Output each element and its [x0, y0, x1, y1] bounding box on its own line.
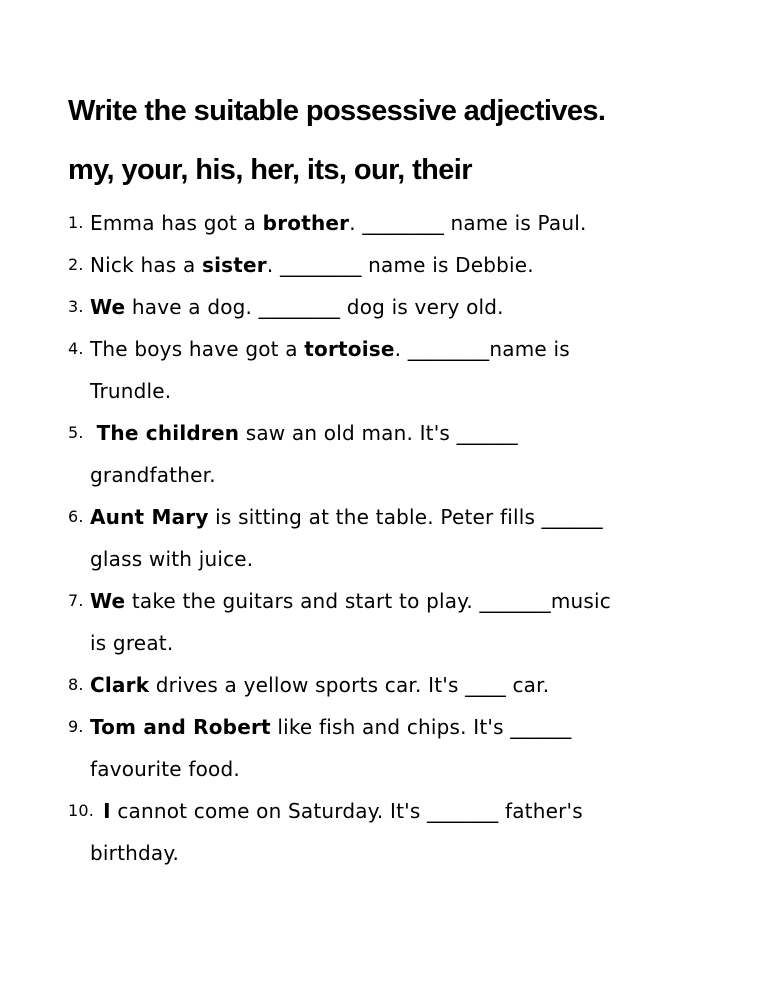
text-bold: I [103, 799, 111, 823]
item-number: 5. [68, 423, 84, 442]
text-pre: The boys have got a [90, 337, 305, 361]
text-bold: We [90, 295, 126, 319]
exercise-item-8 [68, 664, 718, 706]
item-number: 9. [68, 717, 84, 736]
item-continuation: favourite food. [90, 757, 240, 781]
worksheet-title: Write the suitable possessive adjectives. [68, 95, 606, 127]
item-text [68, 664, 718, 706]
item-number: 10. [68, 801, 95, 820]
item-continuation: is great. [90, 631, 174, 655]
item-text [68, 790, 718, 832]
item-continuation: glass with juice. [90, 547, 254, 571]
item-text [68, 244, 718, 286]
text-bold: Tom and Robert [90, 715, 271, 739]
item-number: 3. [68, 297, 84, 316]
item-number: 8. [68, 675, 84, 694]
item-number: 7. [68, 591, 84, 610]
text-post: drives a yellow sports car. It's ____ car. [149, 673, 550, 697]
item-number: 4. [68, 339, 84, 358]
text-post: take the guitars and start to play. _______music [125, 589, 612, 613]
text-bold: brother [262, 211, 350, 235]
exercise-item-4 [68, 328, 718, 412]
item-text [68, 580, 718, 622]
exercise-item-2 [68, 244, 718, 286]
exercise-item-7 [68, 580, 718, 664]
text-bold: We [90, 589, 126, 613]
item-number: 6. [68, 507, 84, 526]
exercise-item-6 [68, 496, 718, 580]
text-post: cannot come on Saturday. It's _______ father's [110, 799, 583, 823]
item-text [68, 286, 718, 328]
item-continuation: grandfather. [90, 463, 216, 487]
item-text [68, 496, 718, 538]
item-text [68, 412, 718, 454]
exercise-item-3 [68, 286, 718, 328]
item-text [68, 706, 718, 748]
item-text [68, 328, 718, 370]
text-bold: The children [96, 421, 240, 445]
item-number: 1. [68, 213, 84, 232]
text-post: . ________ name is Debbie. [266, 253, 534, 277]
text-post: have a dog. ________ dog is very old. [125, 295, 504, 319]
text-post: is sitting at the table. Peter fills ______ [208, 505, 603, 529]
exercise-item-5 [68, 412, 718, 496]
exercise-list [68, 202, 718, 874]
exercise-item-10 [68, 790, 718, 874]
item-continuation: birthday. [90, 841, 180, 865]
text-pre: Emma has got a [90, 211, 263, 235]
text-bold: Aunt Mary [90, 505, 209, 529]
text-post: like fish and chips. It's ______ [270, 715, 572, 739]
exercise-item-1 [68, 202, 718, 244]
text-bold: sister [201, 253, 267, 277]
word-bank: my, your, his, her, its, our, their [68, 154, 472, 186]
item-number: 2. [68, 255, 84, 274]
item-continuation: Trundle. [90, 379, 172, 403]
text-post: . ________name is [394, 337, 570, 361]
item-text [68, 202, 718, 244]
exercise-item-9 [68, 706, 718, 790]
text-post: . ________ name is Paul. [349, 211, 587, 235]
text-pre: Nick has a [90, 253, 202, 277]
text-bold: Clark [90, 673, 150, 697]
text-post: saw an old man. It's ______ [239, 421, 518, 445]
text-bold: tortoise [304, 337, 395, 361]
